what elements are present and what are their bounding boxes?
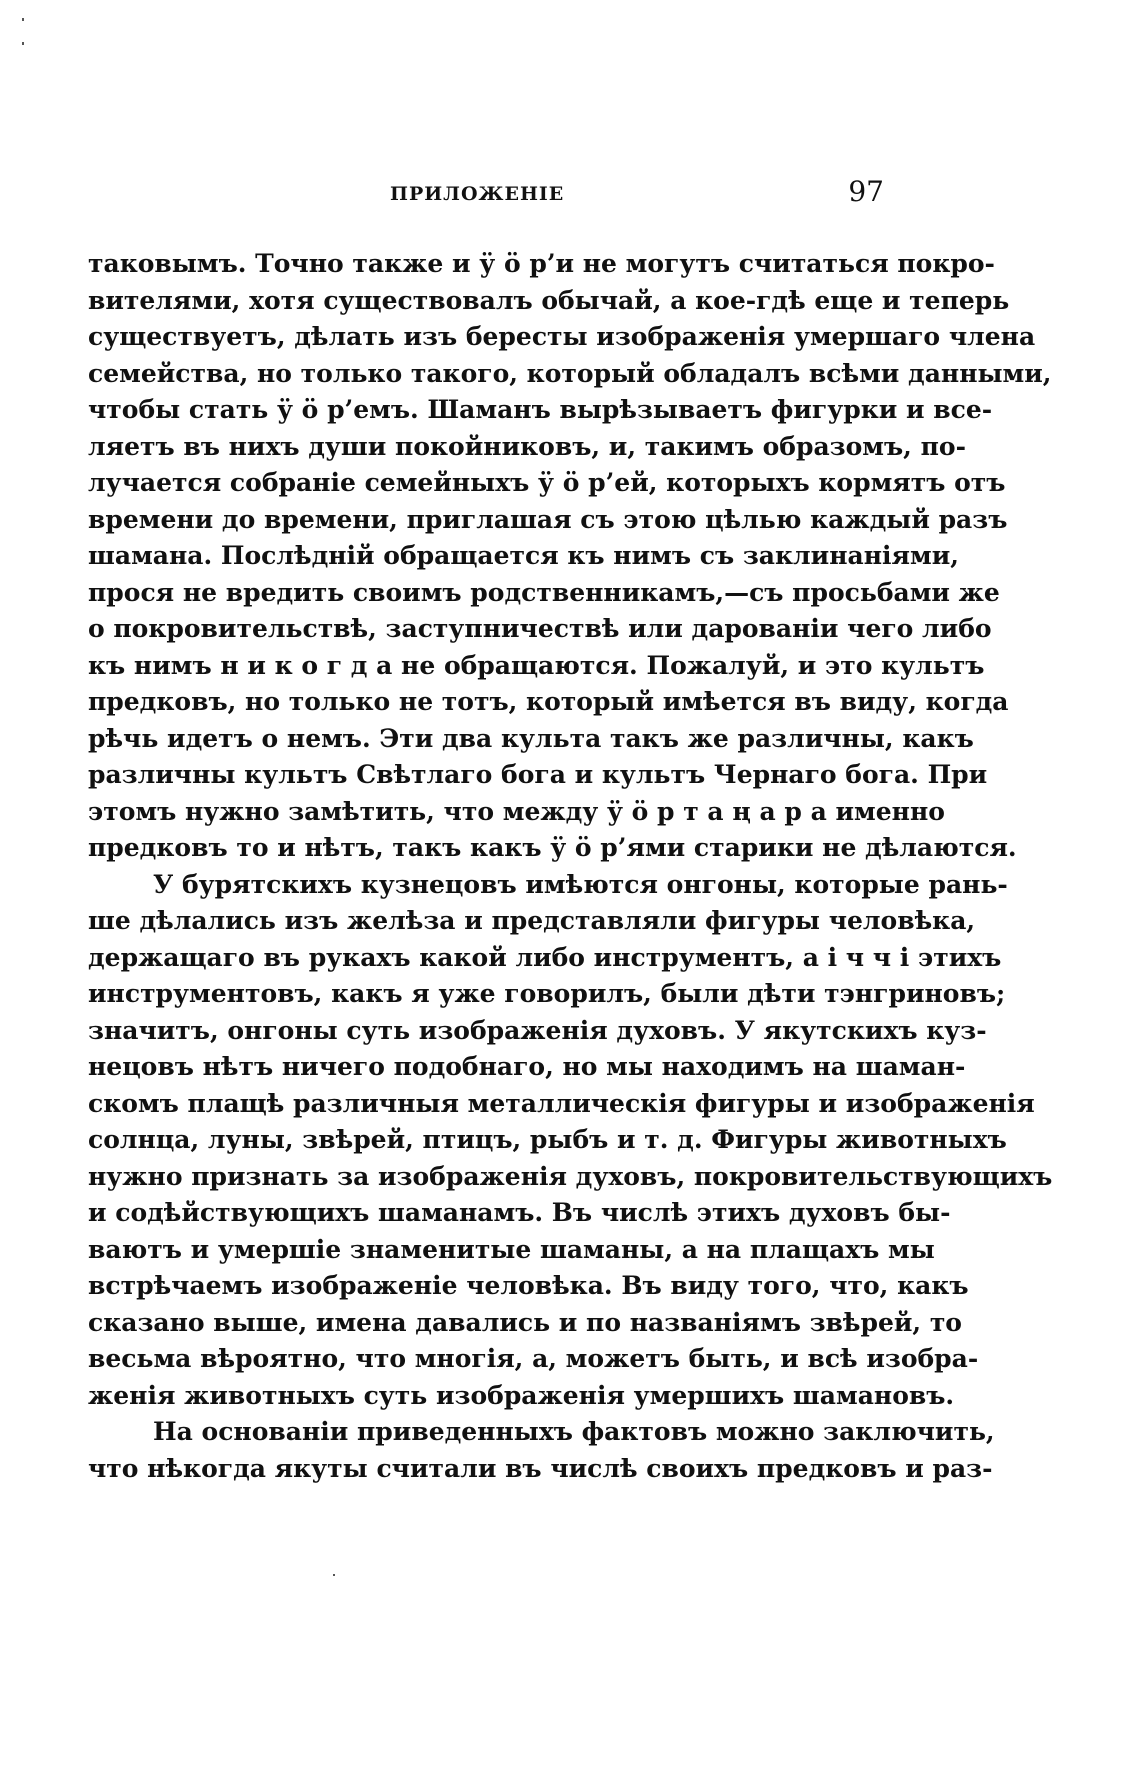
text-line: вителями, хотя существовалъ обычай, а кое-гдѣ еще и теперь [88, 285, 1010, 315]
text-line: предковъ, но только не тотъ, который имѣется въ виду, когда [88, 687, 1009, 716]
text-line: лучается собраніе семейныхъ ӱ ö р’ей, которыхъ кормятъ отъ [88, 468, 1006, 497]
text-line: существуетъ, дѣлать изъ бересты изображенія умершаго члена [88, 322, 1036, 351]
text-line: о покровительствѣ, заступничествѣ или дарованіи чего либо [88, 614, 992, 643]
text-line: сказано выше, имена давались и по названіямъ звѣрей, то [88, 1307, 962, 1337]
text-line: различны культъ Свѣтлаго бога и культъ Чернаго бога. При [88, 760, 988, 789]
text-line: чтобы стать ӱ ö р’емъ. Шаманъ вырѣзываетъ фигурки и все- [88, 395, 993, 424]
text-line: скомъ плащѣ различныя металлическія фигуры и изображенія [88, 1088, 1035, 1118]
text-line: женія животныхъ суть изображенія умершихъ шамановъ. [88, 1380, 955, 1410]
text-line: значитъ, онгоны суть изображенія духовъ. У якутскихъ куз- [88, 1015, 987, 1045]
text-line: солнца, луны, звѣрей, птицъ, рыбъ и т. д. Фигуры животныхъ [88, 1125, 1007, 1154]
scan-speck [333, 1574, 335, 1576]
text-line: нужно признать за изображенія духовъ, покровительствующихъ [88, 1161, 1053, 1191]
text-line: держащаго въ рукахъ какой либо инструментъ, а і ч ч і этихъ [88, 942, 1002, 972]
text-line: У бурятскихъ кузнецовъ имѣются онгоны, которые рань- [153, 869, 1008, 899]
scan-speck [22, 42, 24, 45]
text-line: времени до времени, приглашая съ этою цѣлью каждый разъ [88, 504, 1008, 534]
text-line: встрѣчаемъ изображеніе человѣка. Въ виду того, что, какъ [88, 1271, 969, 1300]
text-line: рѣчь идетъ о немъ. Эти два культа такъ же различны, какъ [88, 723, 974, 753]
text-line: таковымъ. Точно также и ӱ ö р’и не могутъ считаться покро- [88, 249, 995, 278]
text-line: этомъ нужно замѣтить, что между ӱ ö р т а ң а р а именно [88, 796, 945, 826]
text-line: что нѣкогда якуты считали въ числѣ своихъ предковъ и раз- [88, 1453, 993, 1483]
text-line: прося не вредить своимъ родственникамъ,—съ просьбами же [88, 577, 1000, 607]
text-line: нецовъ нѣтъ ничего подобнаго, но мы находимъ на шаман- [88, 1052, 966, 1081]
text-line: и содѣйствующихъ шаманамъ. Въ числѣ этихъ духовъ бы- [88, 1198, 951, 1227]
text-line: ваютъ и умершіе знаменитые шаманы, а на плащахъ мы [88, 1234, 935, 1264]
text-line: ше дѣлались изъ желѣза и представляли фигуры человѣка, [88, 906, 976, 935]
text-line: къ нимъ н и к о г д а не обращаются. Пожалуй, и это культъ [88, 650, 985, 680]
text-line: ляетъ въ нихъ души покойниковъ, и, такимъ образомъ, по- [88, 431, 966, 461]
text-line: предковъ то и нѣтъ, такъ какъ ӱ ö р’ями старики не дѣлаются. [88, 833, 1017, 862]
running-head: ПРИЛОЖЕНІЕ [390, 183, 565, 205]
body-text [88, 246, 1053, 1487]
text-line: семейства, но только такого, который обладалъ всѣми данными, [88, 358, 1052, 388]
text-line: весьма вѣроятно, что многія, а, можетъ быть, и всѣ изобра- [88, 1344, 979, 1373]
scan-speck [22, 18, 24, 21]
page-number: 97 [848, 175, 884, 208]
text-line: На основаніи приведенныхъ фактовъ можно заключить, [153, 1417, 995, 1446]
page-header [88, 175, 884, 215]
text-line: инструментовъ, какъ я уже говорилъ, были дѣти тэнгриновъ; [88, 979, 1006, 1008]
text-line: шамана. Послѣдній обращается къ нимъ съ заклинаніями, [88, 541, 959, 570]
